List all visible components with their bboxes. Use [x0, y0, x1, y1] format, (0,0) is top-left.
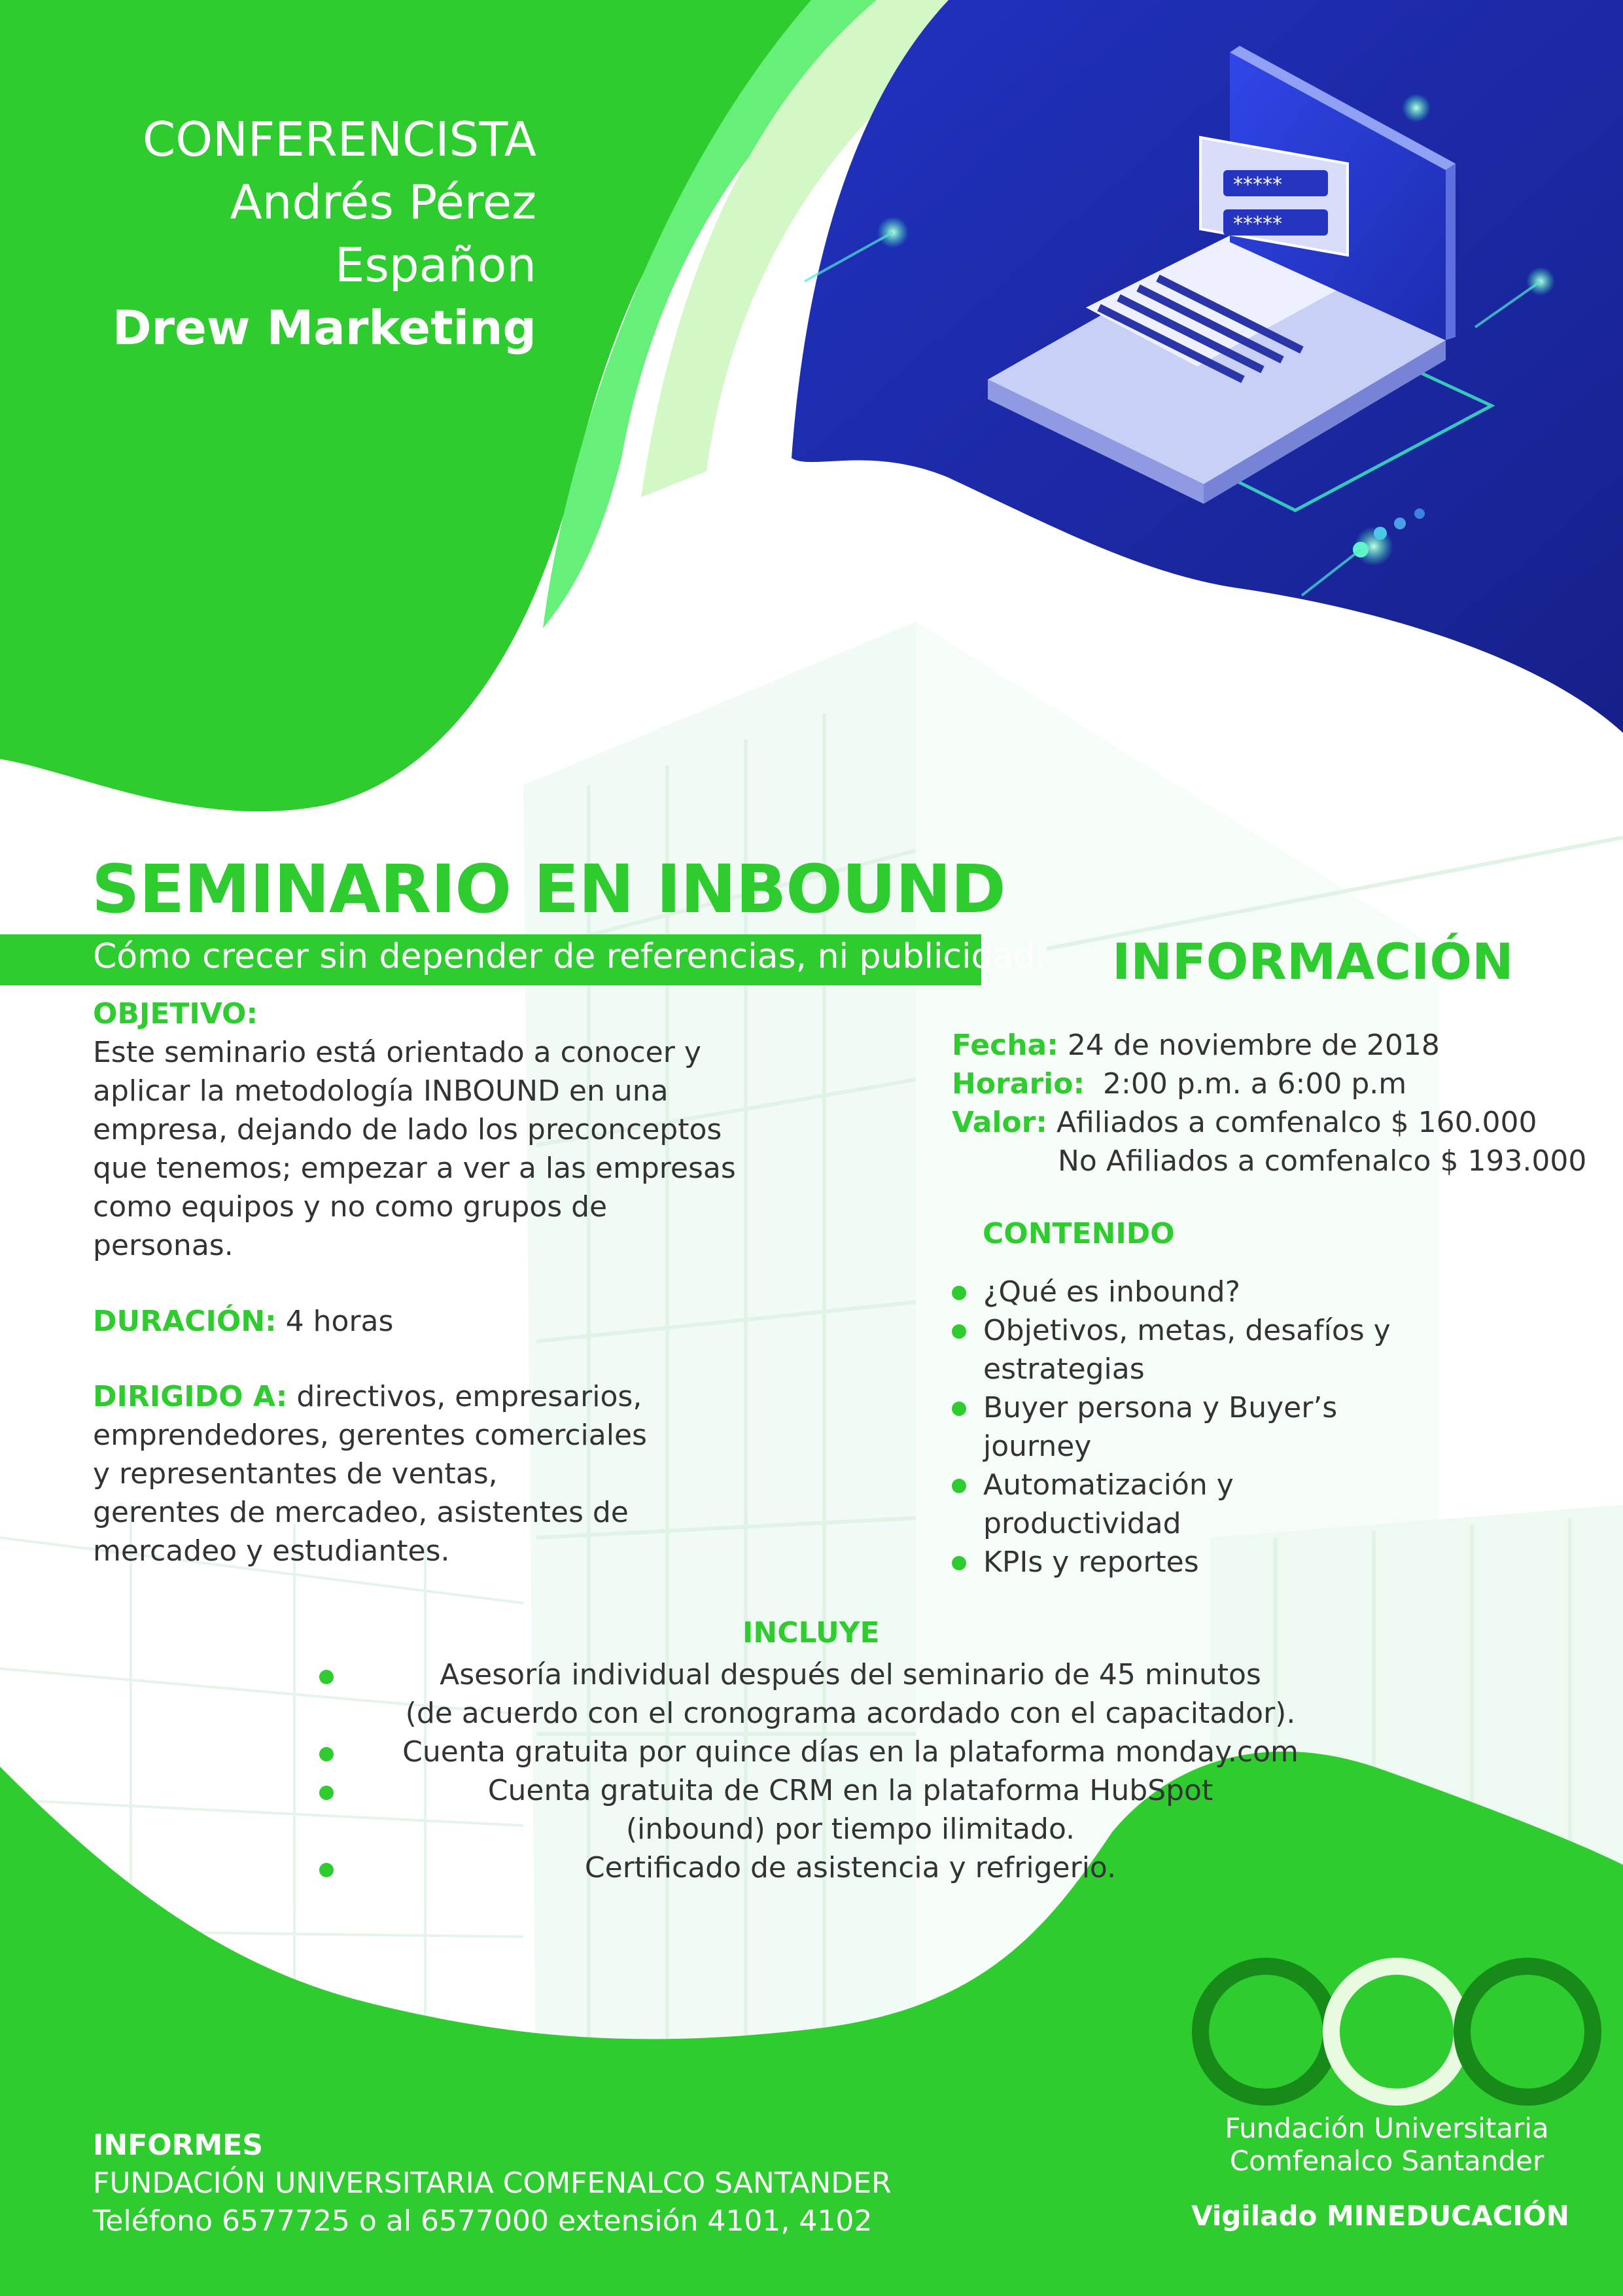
bullet-icon [952, 1286, 966, 1300]
speaker-name-line1: Andrés Pérez [230, 175, 536, 230]
objective-line: aplicar la metodología INBOUND en una [93, 1074, 669, 1108]
includes-item: Certificado de asistencia y refrigerio. [307, 1848, 1354, 1887]
directed-line: mercadeo y estudiantes. [93, 1534, 450, 1568]
content-item: KPIs y reportes [952, 1543, 1410, 1581]
logo-line2: Comfenalco Santander [1229, 2145, 1544, 2177]
bullet-icon [952, 1402, 966, 1416]
includes-list [307, 1655, 1354, 1887]
directed-section [93, 1377, 747, 1570]
content-item: Buyer persona y Buyer’s journey [952, 1388, 1410, 1466]
time-label: Horario: [952, 1067, 1085, 1101]
duration-value: 4 horas [285, 1305, 394, 1338]
bullet-icon [952, 1556, 966, 1570]
date-value: 24 de noviembre de 2018 [1067, 1029, 1440, 1062]
duration-label: DURACIÓN: [93, 1305, 277, 1338]
objective-line: que tenemos; empezar a ver a las empresas [93, 1152, 736, 1185]
content-title: CONTENIDO [983, 1217, 1175, 1250]
bullet-icon [319, 1786, 334, 1800]
password-mask-2: ***** [1233, 213, 1282, 236]
seminar-title: SEMINARIO EN INBOUND [92, 851, 1005, 928]
speaker-name-line2: Españon [334, 238, 536, 292]
content-item: Objetivos, metas, desafíos y estrategias [952, 1311, 1410, 1388]
info-title: INFORMACIÓN [1112, 932, 1514, 991]
objective-line: como equipos y no como grupos de personas. [93, 1190, 608, 1262]
bullet-icon [319, 1863, 334, 1877]
bullet-icon [952, 1324, 966, 1339]
informes-phone: Teléfono 6577725 o al 6577000 extensión 4101, 4102 [93, 2204, 873, 2238]
vigilado-label: Vigilado MINEDUCACIÓN [1191, 2200, 1569, 2232]
informes-org: FUNDACIÓN UNIVERSITARIA COMFENALCO SANTANDER [93, 2166, 892, 2200]
directed-line: gerentes de mercadeo, asistentes de [93, 1496, 629, 1529]
directed-first: directivos, empresarios, [296, 1380, 642, 1413]
speaker-company: Drew Marketing [112, 300, 536, 355]
includes-item: Asesoría individual después del seminario de 45 minutos (de acuerdo con el cronograma acordado con el capacitador). [307, 1655, 1354, 1733]
directed-line: emprendedores, gerentes comerciales [93, 1419, 647, 1452]
duration-section [93, 1302, 747, 1341]
bullet-icon [952, 1479, 966, 1493]
bullet-icon [319, 1747, 334, 1761]
password-mask-1: ***** [1233, 173, 1282, 196]
price-affiliates: Afiliados a comfenalco $ 160.000 [1056, 1106, 1537, 1139]
logo-text [1204, 2112, 1570, 2178]
objective-section [93, 995, 747, 1265]
content-item: Automatización y productividad [952, 1466, 1410, 1543]
seminar-subtitle: Cómo crecer sin depender de referencias, ni publicidad. [93, 937, 1046, 976]
price-non-affiliates: No Afiliados a comfenalco $ 193.000 [1058, 1144, 1587, 1178]
info-section [952, 1026, 1606, 1180]
informes-title: INFORMES [93, 2128, 264, 2162]
logo-line1: Fundación Universitaria [1225, 2112, 1549, 2144]
directed-label: DIRIGIDO A: [93, 1380, 288, 1413]
includes-item: Cuenta gratuita de CRM en la plataforma HubSpot (inbound) por tiempo ilimitado. [307, 1771, 1354, 1848]
bullet-icon [319, 1670, 334, 1684]
content-item: ¿Qué es inbound? [952, 1273, 1410, 1311]
speaker-role: CONFERENCISTA [143, 112, 536, 167]
objective-line: empresa, dejando de lado los preconceptos [93, 1113, 722, 1146]
includes-title: INCLUYE [742, 1616, 880, 1650]
objective-label: OBJETIVO: [93, 997, 258, 1031]
time-value: 2:00 p.m. a 6:00 p.m [1103, 1067, 1407, 1101]
content-list [952, 1273, 1410, 1581]
date-label: Fecha: [952, 1029, 1058, 1062]
informes-section [93, 2127, 892, 2240]
speaker-block [39, 108, 536, 359]
objective-line: Este seminario está orientado a conocer y [93, 1036, 701, 1069]
price-label: Valor: [952, 1106, 1047, 1139]
includes-item: Cuenta gratuita por quince días en la plataforma monday.com [307, 1733, 1354, 1771]
directed-line: y representantes de ventas, [93, 1457, 498, 1491]
